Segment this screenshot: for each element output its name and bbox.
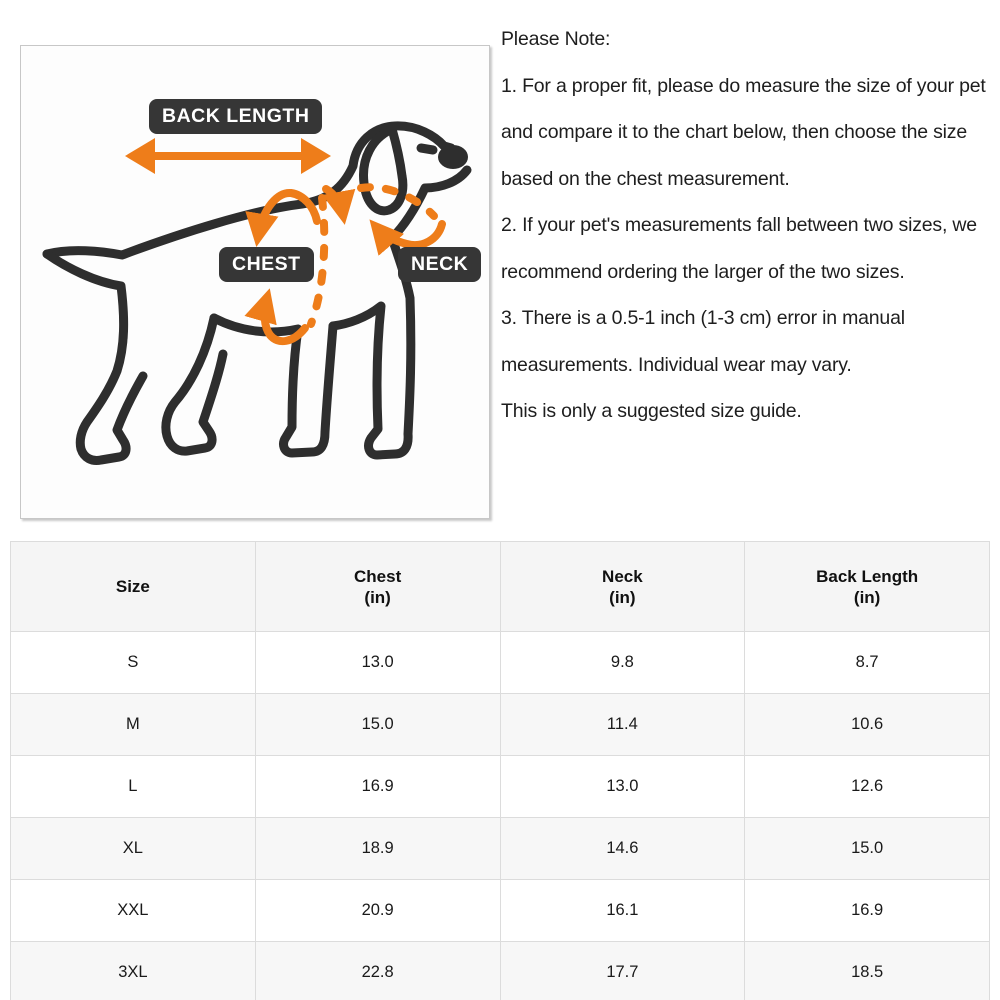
note-line: This is only a suggested size guide. bbox=[501, 400, 802, 422]
dog-outline bbox=[47, 126, 467, 461]
table-header-row bbox=[11, 542, 990, 632]
cell-back-length: 18.5 bbox=[745, 942, 990, 1000]
chest-label: CHEST bbox=[219, 247, 314, 282]
table-row bbox=[11, 880, 990, 942]
cell-size: XXL bbox=[11, 880, 256, 942]
note-line: 1. For a proper fit, please do measure the size of your pet and compare it to the chart below, then choose the size based on the chest measurement. bbox=[501, 74, 986, 190]
cell-size: M bbox=[11, 694, 256, 756]
cell-neck: 13.0 bbox=[500, 756, 745, 818]
cell-back-length: 12.6 bbox=[745, 756, 990, 818]
neck-label: NECK bbox=[398, 247, 481, 282]
table-row bbox=[11, 942, 990, 1000]
back-length-arrow bbox=[125, 138, 331, 174]
cell-chest: 13.0 bbox=[255, 632, 500, 694]
cell-size: L bbox=[11, 756, 256, 818]
cell-chest: 22.8 bbox=[255, 942, 500, 1000]
cell-size: XL bbox=[11, 818, 256, 880]
note-line: 3. There is a 0.5-1 inch (1-3 cm) error in manual measurements. Individual wear may vary. bbox=[501, 307, 905, 376]
cell-back-length: 16.9 bbox=[745, 880, 990, 942]
size-chart-table bbox=[10, 541, 990, 1000]
cell-back-length: 15.0 bbox=[745, 818, 990, 880]
table-row bbox=[11, 818, 990, 880]
cell-neck: 11.4 bbox=[500, 694, 745, 756]
cell-neck: 16.1 bbox=[500, 880, 745, 942]
back-length-label: BACK LENGTH bbox=[149, 99, 322, 134]
notes-title: Please Note: bbox=[501, 28, 611, 50]
column-header-size: Size bbox=[11, 542, 256, 632]
note-line: 2. If your pet's measurements fall between two sizes, we recommend ordering the larger of the two sizes. bbox=[501, 214, 977, 283]
cell-neck: 17.7 bbox=[500, 942, 745, 1000]
cell-chest: 16.9 bbox=[255, 756, 500, 818]
column-header-chest: Chest (in) bbox=[255, 542, 500, 632]
dog-nose bbox=[438, 145, 468, 169]
table-row bbox=[11, 756, 990, 818]
cell-chest: 18.9 bbox=[255, 818, 500, 880]
cell-size: 3XL bbox=[11, 942, 256, 1000]
cell-neck: 9.8 bbox=[500, 632, 745, 694]
cell-size: S bbox=[11, 632, 256, 694]
dog-measurement-diagram bbox=[20, 45, 490, 519]
table-row bbox=[11, 694, 990, 756]
cell-back-length: 8.7 bbox=[745, 632, 990, 694]
cell-chest: 20.9 bbox=[255, 880, 500, 942]
cell-neck: 14.6 bbox=[500, 818, 745, 880]
cell-back-length: 10.6 bbox=[745, 694, 990, 756]
table-row bbox=[11, 632, 990, 694]
column-header-back-length: Back Length (in) bbox=[745, 542, 990, 632]
column-header-neck: Neck (in) bbox=[500, 542, 745, 632]
cell-chest: 15.0 bbox=[255, 694, 500, 756]
notes-section bbox=[501, 16, 1000, 435]
